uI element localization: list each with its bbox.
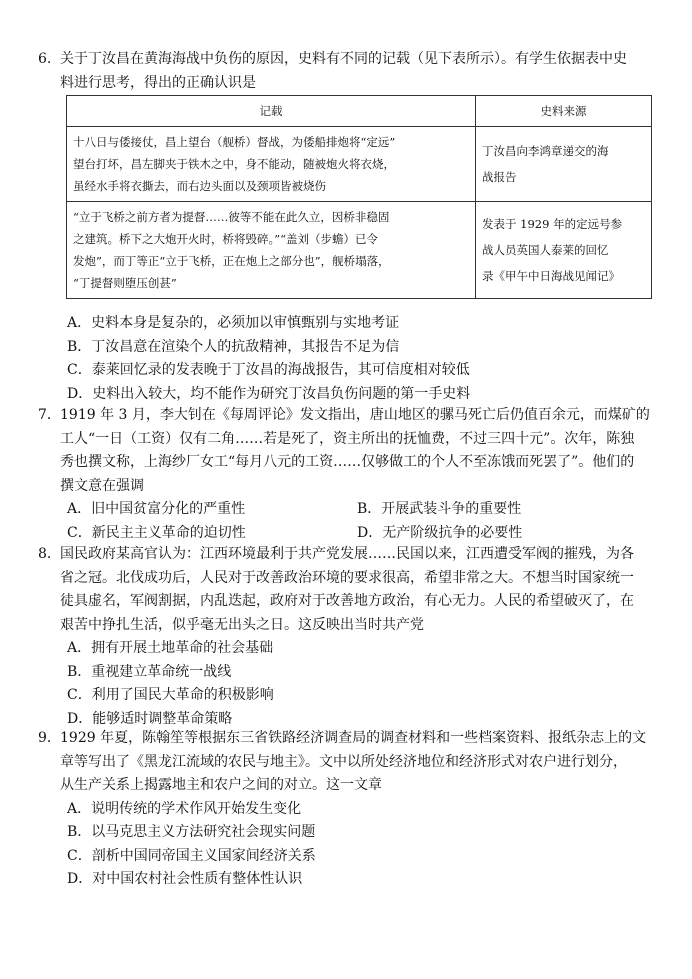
option-b[interactable]: B．重视建立革命统一战线 xyxy=(67,663,232,680)
question-stem xyxy=(38,48,658,95)
source-cell xyxy=(476,202,652,299)
option-d[interactable]: D．无产阶级抗争的必要性 xyxy=(357,524,523,541)
question-8 xyxy=(38,543,658,731)
option-row xyxy=(67,522,658,546)
stem-line: 1929 年夏，陈翰笙等根据东三省铁路经济调查局的调查材料和一些档案资料、报纸杂志上的文 xyxy=(60,730,647,746)
question-stem xyxy=(38,543,658,637)
source-line: 战人员英国人泰莱的回忆 xyxy=(482,243,609,257)
source-line: 战报告 xyxy=(482,170,517,184)
record-line: 望台打坏，昌左脚夹于铁木之中，身不能动，随被炮火将衣烧， xyxy=(73,157,395,171)
option-b[interactable]: B．丁汝昌意在渲染个人的抗敌精神，其报告不足为信 xyxy=(67,338,400,355)
option-list xyxy=(38,637,658,731)
record-line: 虽经水手将衣撕去，而右边头面以及颈项皆被烧伤 xyxy=(73,179,326,193)
stem-line: 料进行思考，得出的正确认识是 xyxy=(60,74,256,91)
question-number: 8． xyxy=(38,546,61,562)
record-cell xyxy=(67,202,476,299)
stem-line: 撰文意在强调 xyxy=(60,477,144,494)
option-d[interactable]: D．史料出入较大，均不能作为研究丁汝昌负伤问题的第一手史料 xyxy=(67,385,471,402)
option-c[interactable]: C．新民主主义革命的迫切性 xyxy=(67,524,246,541)
option-c[interactable]: C．剖析中国同帝国主义国家间经济关系 xyxy=(67,847,316,864)
option-b[interactable]: B．以马克思主义方法研究社会现实问题 xyxy=(67,824,316,840)
stem-line: 章等写出了《黑龙江流域的农民与地主》。文中以所处经济地位和经济形式对农户进行划分， xyxy=(60,753,627,770)
stem-line: 艰苦中挣扎生活，似乎毫无出头之日。这反映出当时共产党 xyxy=(60,616,424,633)
option-b[interactable]: B．开展武装斗争的重要性 xyxy=(357,501,522,517)
question-stem xyxy=(38,727,658,798)
source-line: 发表于 1929 年的定远号参 xyxy=(482,217,623,231)
record-cell xyxy=(67,127,476,202)
option-c[interactable]: C．利用了国民大革命的积极影响 xyxy=(67,687,274,703)
option-list xyxy=(38,498,658,545)
record-line: 发炮”，而丁等正“立于飞桥，正在炮上之部分也”，舰桥塌落， xyxy=(73,254,390,268)
source-table xyxy=(66,95,652,299)
question-6 xyxy=(38,48,658,95)
option-list xyxy=(38,798,658,892)
option-a[interactable]: A．拥有开展土地革命的社会基础 xyxy=(67,640,274,656)
stem-line: 徒具虚名，军阀割据，内乱迭起，政府对于改善地方政治，有心无力。人民的希望破灭了，在 xyxy=(60,593,634,609)
stem-line: 关于丁汝昌在黄海海战中负伤的原因，史料有不同的记载（见下表所示）。有学生依据表中史 xyxy=(60,51,627,67)
table-row xyxy=(67,202,652,299)
stem-line: 秀也撰文称，上海纱厂女工“每月八元的工资……仅够做工的个人不至冻饿而死罢了”。他们的 xyxy=(60,454,635,470)
question-7 xyxy=(38,404,658,545)
record-line: 十八日与倭接仗，昌上望台（舰桥）督战，为倭船排炮将“定远” xyxy=(73,135,396,149)
option-c[interactable]: C．泰莱回忆录的发表晚于丁汝昌的海战报告，其可信度相对较低 xyxy=(67,362,470,378)
record-line: “立于飞桥之前方者为提督……彼等不能在此久立，因桥非稳固 xyxy=(73,210,390,224)
question-6-options xyxy=(38,312,658,406)
option-d[interactable]: D．对中国农村社会性质有整体性认识 xyxy=(67,871,303,887)
stem-line: 工人“一日（工资）仅有二角……若是死了，资主所出的抚恤费，不过三四十元”。次年，陈独 xyxy=(60,430,635,447)
option-list xyxy=(38,312,658,406)
source-cell xyxy=(476,127,652,202)
source-line: 录《甲午中日海战见闻记》 xyxy=(482,269,620,283)
table-header-record: 记载 xyxy=(67,96,476,127)
question-number: 7． xyxy=(38,407,61,423)
record-line: 之建筑。桥下之大炮开火时，桥将毁碎。”“盖刘（步蟾）已令 xyxy=(73,232,379,246)
table-header-source: 史料来源 xyxy=(476,96,652,127)
stem-line: 1919 年 3 月，李大钊在《每周评论》发文指出，唐山地区的骡马死亡后仍值百余元，而煤矿的 xyxy=(60,407,650,423)
option-a[interactable]: A．史料本身是复杂的，必须加以审慎甄别与实地考证 xyxy=(67,315,400,331)
table-row xyxy=(67,127,652,202)
option-a[interactable]: A．说明传统的学术作风开始发生变化 xyxy=(67,800,302,817)
table-header-row xyxy=(67,96,652,127)
option-d[interactable]: D．能够适时调整革命策略 xyxy=(67,710,233,727)
question-9 xyxy=(38,727,658,892)
question-stem xyxy=(38,404,658,498)
option-a[interactable]: A．旧中国贫富分化的严重性 xyxy=(67,501,246,517)
source-line: 丁汝昌向李鸿章递交的海 xyxy=(482,144,609,158)
stem-line: 国民政府某高官认为：江西环境最利于共产党发展……民国以来，江西遭受军阀的摧残，为各 xyxy=(60,546,634,562)
question-number: 9． xyxy=(38,730,61,746)
stem-line: 省之冠。北伐成功后，人民对于改善政治环境的要求很高，希望非常之大。不想当时国家统一 xyxy=(60,569,634,586)
question-number: 6. xyxy=(38,51,52,67)
stem-line: 从生产关系上揭露地主和农户之间的对立。这一文章 xyxy=(60,777,382,793)
record-line: “丁提督则堕压创甚” xyxy=(73,276,177,290)
option-row xyxy=(67,498,658,522)
